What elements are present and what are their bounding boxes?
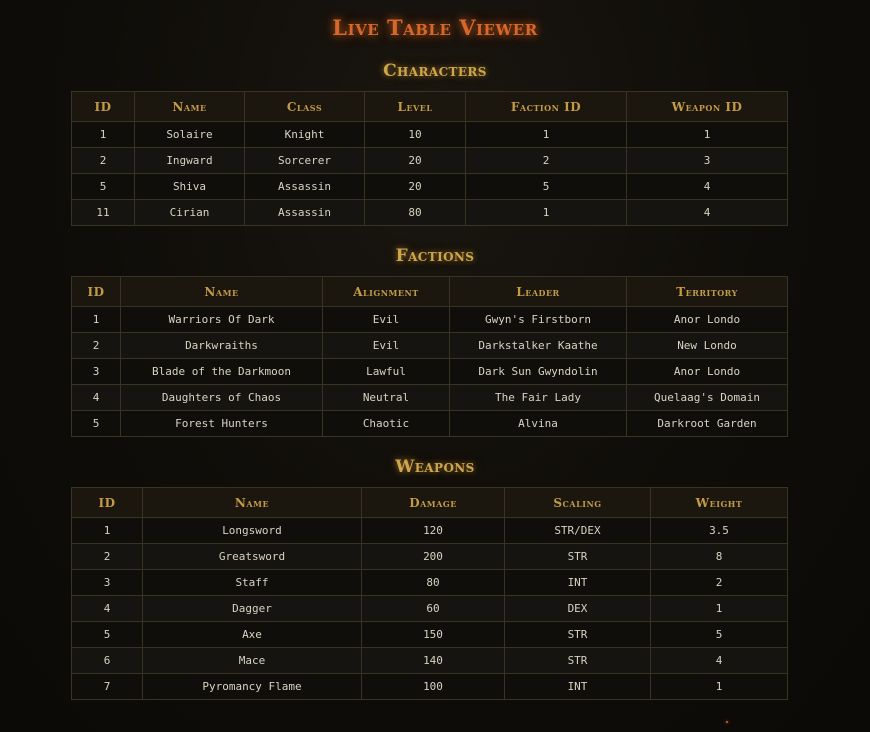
table-cell: Dagger (143, 596, 362, 622)
column-header-class: Class (245, 92, 365, 122)
table-cell: 1 (651, 674, 788, 700)
table-row (72, 307, 788, 333)
table-cell: 7 (72, 674, 143, 700)
table-row (72, 570, 788, 596)
table-cell: INT (505, 674, 651, 700)
table-cell: Darkstalker Kaathe (450, 333, 627, 359)
table-cell: STR/DEX (505, 518, 651, 544)
table-cell: 1 (72, 518, 143, 544)
factions-table (71, 276, 788, 437)
table-cell: Darkroot Garden (627, 411, 788, 437)
column-header-level: Level (365, 92, 466, 122)
column-header-scaling: Scaling (505, 488, 651, 518)
table-cell: Shiva (135, 174, 245, 200)
table-cell: Gwyn's Firstborn (450, 307, 627, 333)
table-row (72, 518, 788, 544)
column-header-id: ID (72, 92, 135, 122)
table-cell: 2 (466, 148, 627, 174)
table-cell: INT (505, 570, 651, 596)
table-cell: 3 (627, 148, 788, 174)
table-cell: Axe (143, 622, 362, 648)
table-cell: Staff (143, 570, 362, 596)
table-cell: 20 (365, 174, 466, 200)
table-row (72, 648, 788, 674)
app-title: Live Table Viewer (332, 15, 538, 40)
column-header-leader: Leader (450, 277, 627, 307)
table-cell: Forest Hunters (121, 411, 323, 437)
table-row (72, 385, 788, 411)
table-cell: Ingward (135, 148, 245, 174)
table-row (72, 174, 788, 200)
column-header-faction-id: Faction ID (466, 92, 627, 122)
table-cell: Anor Londo (627, 307, 788, 333)
table-cell: Pyromancy Flame (143, 674, 362, 700)
table-cell: Daughters of Chaos (121, 385, 323, 411)
characters-table (71, 91, 788, 226)
table-row (72, 544, 788, 570)
table-header-row (72, 488, 788, 518)
table-cell: 4 (651, 648, 788, 674)
column-header-name: Name (135, 92, 245, 122)
table-cell: 2 (72, 148, 135, 174)
column-header-weight: Weight (651, 488, 788, 518)
table-row (72, 622, 788, 648)
table-cell: 1 (466, 122, 627, 148)
column-header-weapon-id: Weapon ID (627, 92, 788, 122)
table-cell: 1 (651, 596, 788, 622)
table-cell: Dark Sun Gwyndolin (450, 359, 627, 385)
table-cell: STR (505, 622, 651, 648)
table-cell: Alvina (450, 411, 627, 437)
table-cell: 100 (362, 674, 505, 700)
table-cell: Assassin (245, 174, 365, 200)
table-row (72, 200, 788, 226)
table-cell: 5 (72, 411, 121, 437)
table-header-row (72, 277, 788, 307)
table-cell: 120 (362, 518, 505, 544)
ember-spark (726, 721, 728, 723)
table-cell: 10 (365, 122, 466, 148)
table-row (72, 359, 788, 385)
table-cell: DEX (505, 596, 651, 622)
table-cell: Assassin (245, 200, 365, 226)
column-header-alignment: Alignment (323, 277, 450, 307)
table-cell: Lawful (323, 359, 450, 385)
table-cell: Blade of the Darkmoon (121, 359, 323, 385)
table-cell: Sorcerer (245, 148, 365, 174)
table-cell: 140 (362, 648, 505, 674)
table-cell: 4 (627, 174, 788, 200)
table-cell: 8 (651, 544, 788, 570)
table-cell: Chaotic (323, 411, 450, 437)
table-cell: 3 (72, 570, 143, 596)
table-cell: 60 (362, 596, 505, 622)
table-cell: 2 (72, 544, 143, 570)
column-header-name: Name (121, 277, 323, 307)
weapons-table (71, 487, 788, 700)
table-cell: Darkwraiths (121, 333, 323, 359)
table-cell: 3.5 (651, 518, 788, 544)
table-cell: Solaire (135, 122, 245, 148)
table-cell: 150 (362, 622, 505, 648)
column-header-damage: Damage (362, 488, 505, 518)
table-cell: 2 (651, 570, 788, 596)
table-row (72, 122, 788, 148)
column-header-id: ID (72, 277, 121, 307)
table-cell: 5 (651, 622, 788, 648)
table-cell: Knight (245, 122, 365, 148)
table-cell: 5 (72, 174, 135, 200)
table-cell: Evil (323, 307, 450, 333)
table-cell: Longsword (143, 518, 362, 544)
table-cell: STR (505, 544, 651, 570)
characters-section-title: Characters (383, 61, 487, 81)
table-cell: 6 (72, 648, 143, 674)
table-cell: 80 (362, 570, 505, 596)
factions-section-title: Factions (395, 246, 475, 266)
column-header-name: Name (143, 488, 362, 518)
table-cell: 2 (72, 333, 121, 359)
table-row (72, 148, 788, 174)
table-row (72, 674, 788, 700)
table-row (72, 333, 788, 359)
table-cell: New Londo (627, 333, 788, 359)
table-cell: 4 (627, 200, 788, 226)
table-cell: 1 (72, 307, 121, 333)
table-cell: The Fair Lady (450, 385, 627, 411)
table-cell: Greatsword (143, 544, 362, 570)
table-cell: 1 (72, 122, 135, 148)
table-cell: Anor Londo (627, 359, 788, 385)
table-cell: 200 (362, 544, 505, 570)
table-cell: Neutral (323, 385, 450, 411)
column-header-id: ID (72, 488, 143, 518)
table-cell: Mace (143, 648, 362, 674)
table-cell: STR (505, 648, 651, 674)
table-cell: 3 (72, 359, 121, 385)
table-cell: 1 (466, 200, 627, 226)
table-row (72, 596, 788, 622)
table-cell: 4 (72, 385, 121, 411)
table-cell: 11 (72, 200, 135, 226)
table-cell: Cirian (135, 200, 245, 226)
weapons-section-title: Weapons (395, 457, 475, 477)
table-cell: Warriors Of Dark (121, 307, 323, 333)
table-cell: 20 (365, 148, 466, 174)
table-header-row (72, 92, 788, 122)
table-cell: 4 (72, 596, 143, 622)
table-cell: 80 (365, 200, 466, 226)
table-cell: Quelaag's Domain (627, 385, 788, 411)
table-cell: Evil (323, 333, 450, 359)
table-cell: 5 (466, 174, 627, 200)
table-cell: 5 (72, 622, 143, 648)
table-row (72, 411, 788, 437)
table-cell: 1 (627, 122, 788, 148)
column-header-territory: Territory (627, 277, 788, 307)
